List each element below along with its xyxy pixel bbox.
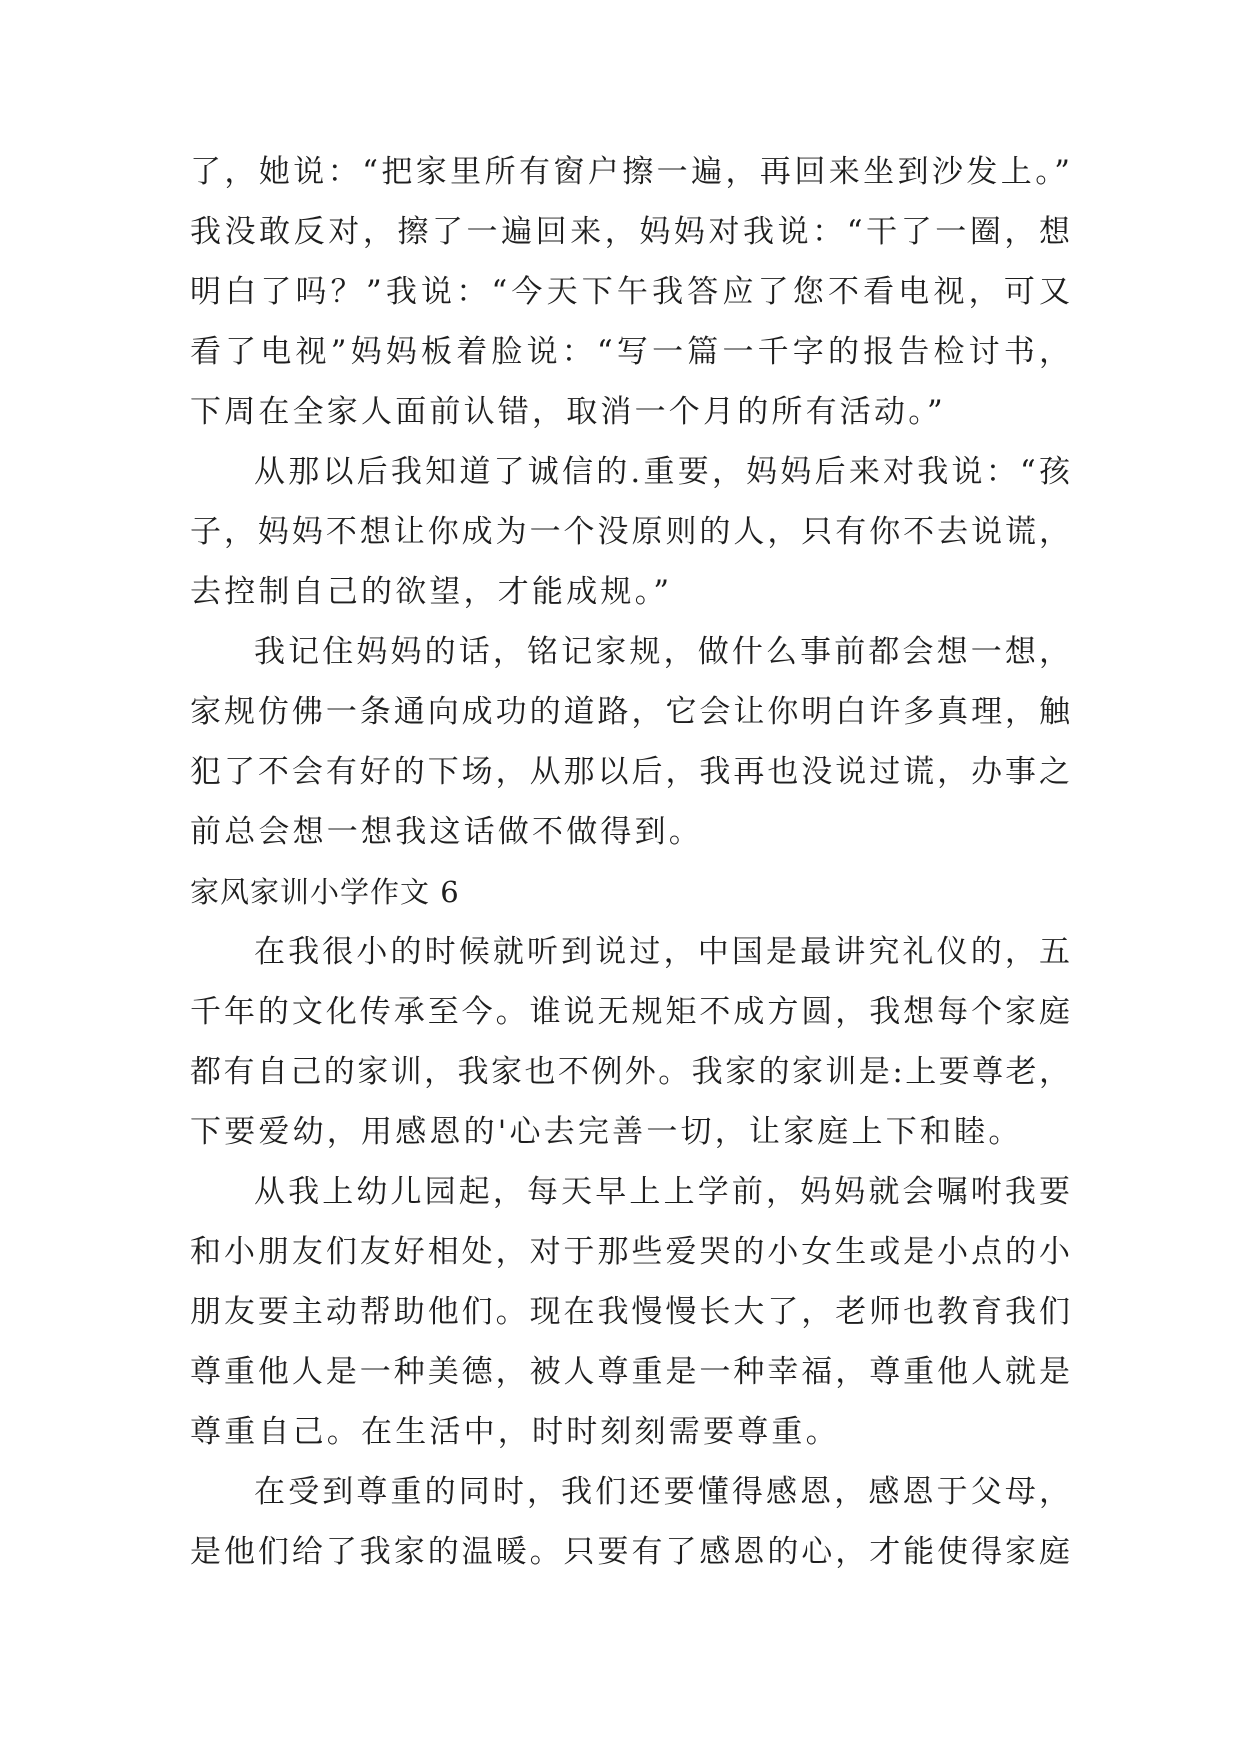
text-line: 前总会想一想我这话做不做得到。 — [190, 814, 703, 850]
text-line: 是他们给了我家的温暖。只要有了感恩的心，才能使得家庭 — [190, 1534, 1070, 1570]
paragraph-first-line: 在受到尊重的同时，我们还要懂得感恩，感恩于父母， — [254, 1474, 1070, 1510]
paragraph-first-line: 从我上幼儿园起，每天早上上学前，妈妈就会嘱咐我要 — [254, 1174, 1070, 1210]
text-line: 看了电视”妈妈板着脸说：“写一篇一千字的报告检讨书， — [190, 334, 1070, 370]
text-line: 都有自己的家训，我家也不例外。我家的家训是:上要尊老， — [190, 1054, 1070, 1090]
text-line: 家规仿佛一条通向成功的道路，它会让你明白许多真理，触 — [190, 694, 1070, 730]
section-heading: 家风家训小学作文 6 — [190, 875, 460, 909]
text-line: 朋友要主动帮助他们。现在我慢慢长大了，老师也教育我们 — [190, 1294, 1070, 1330]
text-line: 尊重他人是一种美德，被人尊重是一种幸福，尊重他人就是 — [190, 1354, 1070, 1390]
paragraph-first-line: 从那以后我知道了诚信的.重要，妈妈后来对我说：“孩 — [254, 454, 1070, 490]
text-line: 千年的文化传承至今。谁说无规矩不成方圆，我想每个家庭 — [190, 994, 1070, 1030]
text-line: 下周在全家人面前认错，取消一个月的所有活动。” — [190, 394, 946, 430]
text-line: 犯了不会有好的下场，从那以后，我再也没说过谎，办事之 — [190, 754, 1070, 790]
text-line: 我没敢反对，擦了一遍回来，妈妈对我说：“干了一圈，想 — [190, 214, 1070, 250]
text-line: 和小朋友们友好相处，对于那些爱哭的小女生或是小点的小 — [190, 1234, 1070, 1270]
text-line: 子，妈妈不想让你成为一个没原则的人，只有你不去说谎， — [190, 514, 1070, 550]
text-line: 下要爱幼，用感恩的'心去完善一切，让家庭上下和睦。 — [190, 1114, 1023, 1150]
text-line: 明白了吗？”我说：“今天下午我答应了您不看电视，可又 — [190, 274, 1070, 310]
paragraph-first-line: 我记住妈妈的话，铭记家规，做什么事前都会想一想， — [254, 634, 1070, 670]
text-line: 尊重自己。在生活中，时时刻刻需要尊重。 — [190, 1414, 840, 1450]
text-line: 了，她说：“把家里所有窗户擦一遍，再回来坐到沙发上。” — [190, 154, 1070, 190]
text-line: 去控制自己的欲望，才能成规。” — [190, 574, 673, 610]
paragraph-first-line: 在我很小的时候就听到说过，中国是最讲究礼仪的，五 — [254, 934, 1070, 970]
